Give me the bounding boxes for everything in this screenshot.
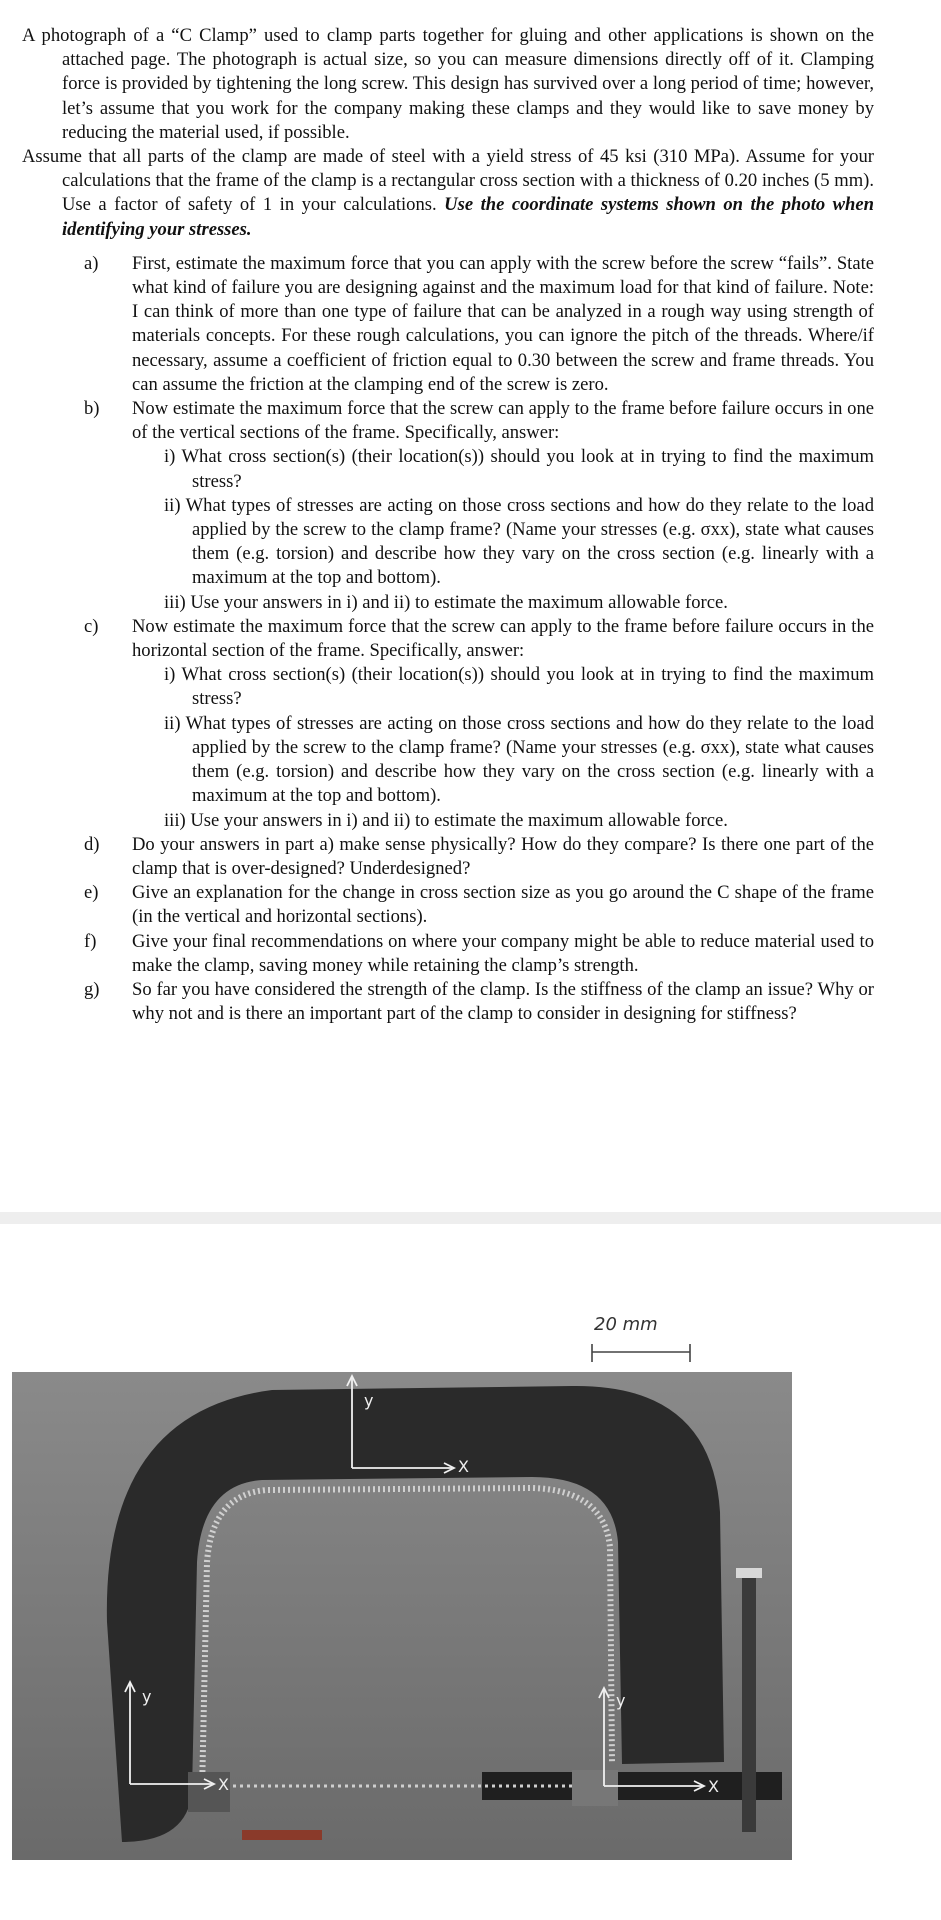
clamp-photo (12, 1372, 792, 1860)
intro-paragraph-2-text: Assume that all parts of the clamp are made of steel with a yield stress of 45 ksi (310 MPa). Assume for your calculations that the frame of the clamp is a rectangular cross section with a thickness of 0.20 inches (5 mm). Use a factor of safety of 1 in your calculations. (22, 146, 874, 216)
question-d (22, 833, 874, 881)
subquestion-c-ii: ii) What types of stresses are acting on those cross sections and how do they relate to the load applied by the screw to the clamp frame? (Name your stresses (e.g. σxx), state what causes them (e.g. torsion) and describe how they vary on the cross section (e.g. linearly with a maximum at the top and bottom). (164, 712, 874, 807)
question-text: Now estimate the maximum force that the screw can apply to the frame before failure occurs in the horizontal section of the frame. Specifically, answer: (132, 615, 874, 662)
axis-label-left-y: y (142, 1687, 152, 1706)
question-label: f) (84, 930, 97, 952)
subquestion-c-i: i) What cross section(s) (their location(s)) should you look at in trying to find the maximum stress? (164, 664, 874, 710)
question-label: c) (84, 615, 99, 637)
question-label: b) (84, 398, 100, 420)
question-label: g) (84, 978, 100, 1000)
subquestion-list (132, 663, 874, 832)
question-label: d) (84, 833, 100, 855)
subquestion-c-iii: iii) Use your answers in i) and ii) to estimate the maximum allowable force. (164, 809, 728, 831)
axis-label-right-y: y (616, 1691, 626, 1710)
page-separator (0, 1212, 941, 1224)
subquestion-b-ii: ii) What types of stresses are acting on those cross sections and how do they relate to the load applied by the screw to the clamp frame? (Name your stresses (e.g. σxx), state what causes them (e.g. torsion) and describe how they vary on the cross section (e.g. linearly with a maximum at the top and bottom). (164, 494, 874, 589)
intro-paragraph-1: A photograph of a “C Clamp” used to clamp parts together for gluing and other applications is shown on the attached page. The photograph is actual size, so you can measure dimensions directly off of it. Clamping force is provided by tightening the long screw. This design has survived over a long period of time; however, let’s assume that you work for the company making these clamps and they would like to save money by reducing the material used, if possible. (22, 25, 874, 143)
question-label: e) (84, 882, 99, 904)
subquestion-b-i: i) What cross section(s) (their location(s)) should you look at in trying to find the maximum stress? (164, 446, 874, 492)
question-text: Do your answers in part a) make sense physically? How do they compare? Is there one part of the clamp that is over-designed? Underdesigned? (132, 833, 874, 879)
question-g (22, 978, 874, 1026)
axis-label-left-x: X (218, 1775, 229, 1794)
intro-paragraph-2-emphasis: Use the coordinate systems shown on the photo when identifying your stresses. (62, 194, 874, 240)
intro-paragraph-2 (22, 145, 874, 242)
question-text: Give your final recommendations on where your company might be able to reduce material used to make the clamp, saving money while retaining the clamp’s strength. (132, 930, 874, 976)
question-e (22, 881, 874, 929)
axis-label-right-x: X (708, 1777, 719, 1796)
scale-label: 20 mm (594, 1314, 658, 1335)
question-text: First, estimate the maximum force that you can apply with the screw before the screw “fails”. State what kind of failure you are designing against and the maximum load for that kind of failure. Note: I can think of more than one type of failure that can be analyzed in a rough way using strength of materials concepts. For these rough calculations, you can ignore the pitch of the threads. Where/if necessary, assume a coefficient of friction equal to 0.30 between the screw and frame threads. You can assume the friction at the clamping end of the screw is zero. (132, 252, 874, 395)
subquestion-b-iii: iii) Use your answers in i) and ii) to estimate the maximum allowable force. (164, 591, 728, 613)
question-b (22, 397, 874, 615)
assignment-text (22, 24, 874, 1026)
question-list (22, 252, 874, 1027)
question-text: Give an explanation for the change in cross section size as you go around the C shape of the frame (in the vertical and horizontal sections). (132, 882, 874, 928)
question-text: So far you have considered the strength of the clamp. Is the stiffness of the clamp an issue? Why or why not and is there an important part of the clamp to consider in designing for stiffness? (132, 978, 874, 1025)
question-label: a) (84, 252, 99, 274)
subquestion-list (132, 445, 874, 614)
question-c (22, 615, 874, 833)
axis-label-top-x: X (458, 1457, 469, 1476)
axis-label-top-y: y (364, 1391, 374, 1410)
question-f (22, 930, 874, 978)
question-a (22, 252, 874, 397)
question-text: Now estimate the maximum force that the screw can apply to the frame before failure occurs in one of the vertical sections of the frame. Specifically, answer: (132, 398, 874, 444)
